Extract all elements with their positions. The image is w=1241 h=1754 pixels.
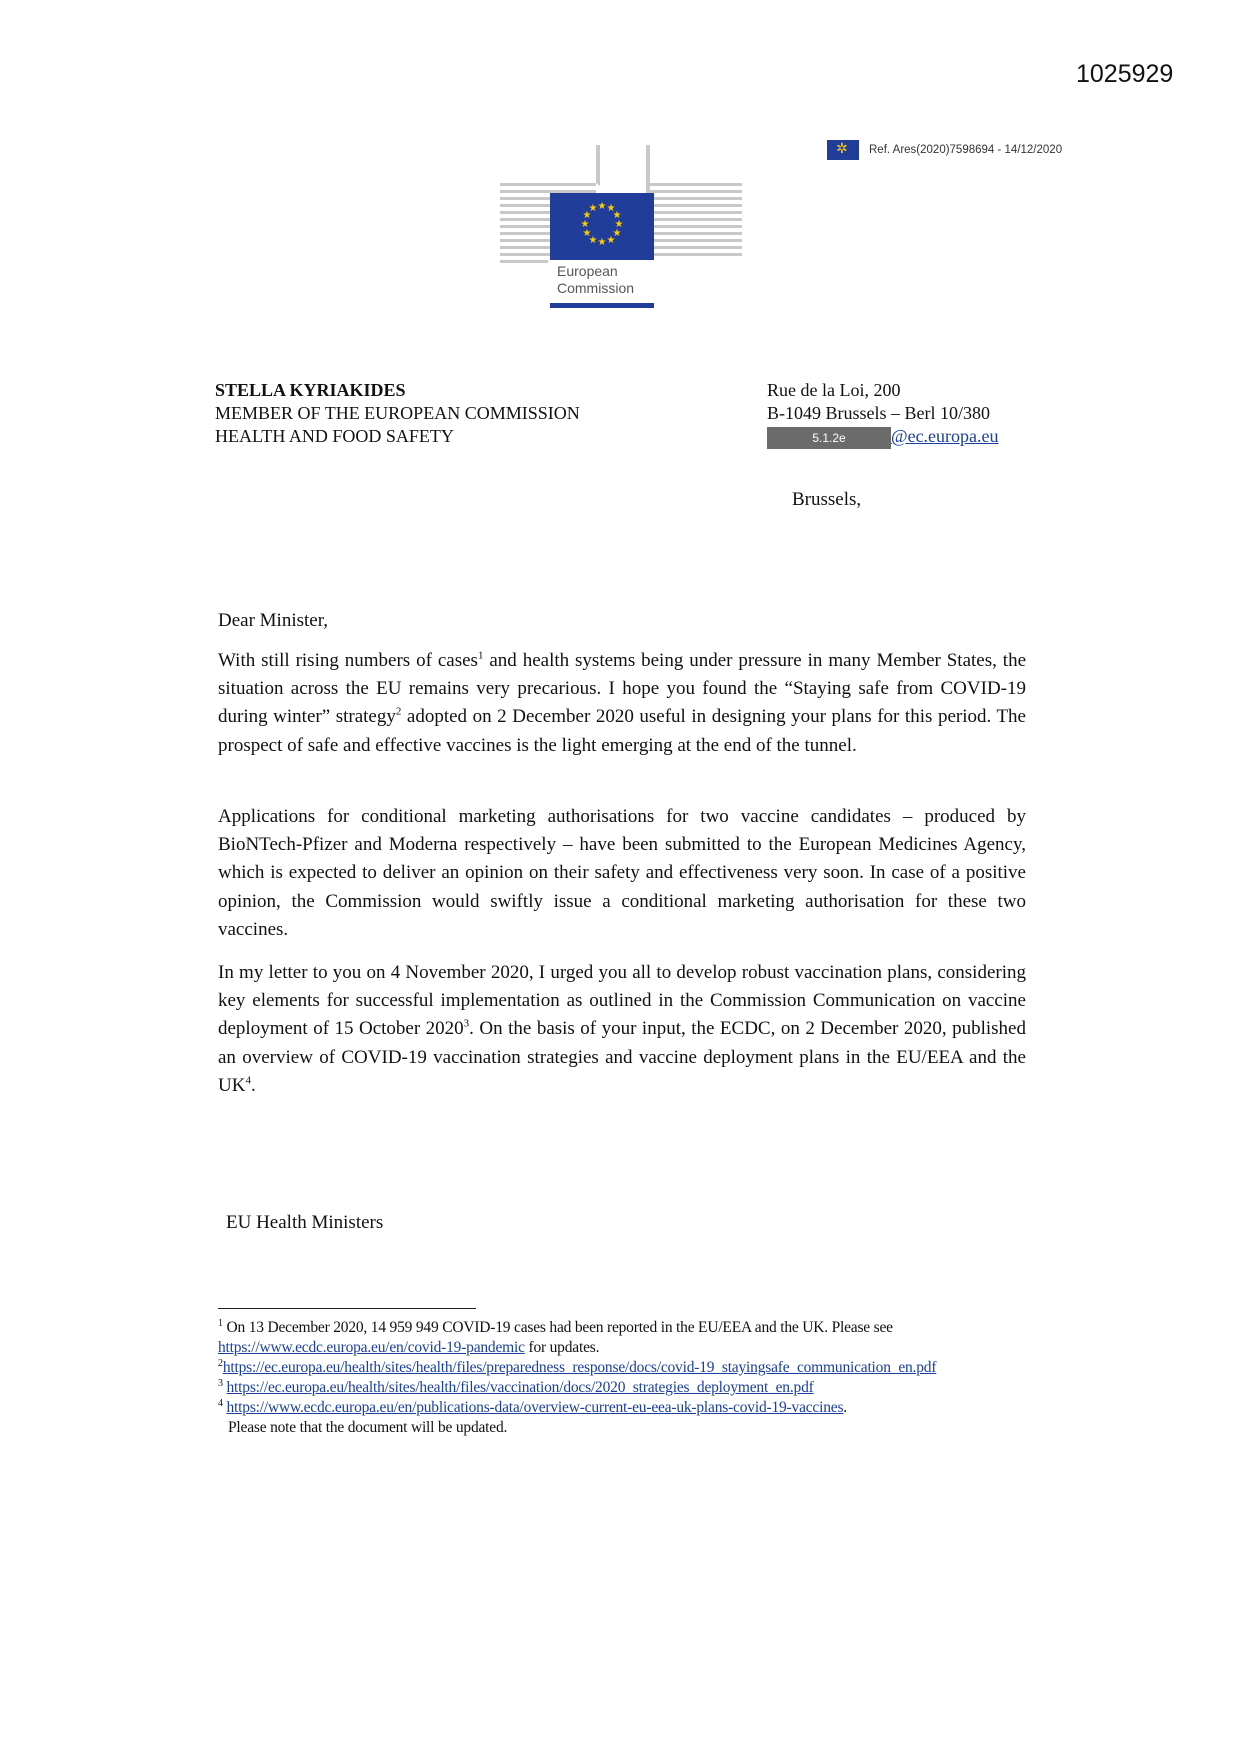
footnote-2-number: 2 <box>218 1357 223 1369</box>
reference-stamp <box>827 140 1062 160</box>
logo-wordmark <box>557 263 634 297</box>
paragraph-1-part-a: With still rising numbers of cases <box>218 650 478 671</box>
footnote-ref-2[interactable]: 2 <box>395 706 402 719</box>
city-date: Brussels, <box>792 489 862 510</box>
logo-line-2: Commission <box>557 280 635 296</box>
sender-name: STELLA KYRIAKIDES <box>215 380 406 400</box>
paragraph-1-part-b: and health systems being under pressure in many Member States, the situation across the EU remains very precarious. I hope you found the “Staying safe from COVID-19 during winter” strategy <box>218 650 1026 728</box>
svg-text:★: ★ <box>588 235 598 246</box>
logo-underline <box>550 303 654 308</box>
footnote-1 <box>218 1318 1038 1358</box>
reference-text: Ref. Ares(2020)7598694 - 14/12/2020 <box>869 144 1063 156</box>
paragraph-3-part-a: In my letter to you on 4 November 2020, I urged you all to develop robust vaccination plans, considering key elements for successful implementation as outlined in the Commission Communication on vaccine deployment of 15 October 2020 <box>218 962 1026 1040</box>
sender-portfolio: HEALTH AND FOOD SAFETY <box>215 426 454 446</box>
svg-text:★: ★ <box>597 201 607 212</box>
paragraph-3-part-c: . <box>250 1074 256 1096</box>
paragraph-2: Applications for conditional marketing authorisations for two vaccine candidates – produced by BioNTech-Pfizer and Moderna respectively – have been submitted to the European Medicines Agency, which is expected to deliver an opinion on their safety and effectiveness very soon. In case of a positive opinion, the Commission would swiftly issue a conditional marketing authorisation for these two vaccines. <box>218 806 1026 940</box>
svg-text:★: ★ <box>614 219 624 230</box>
svg-text:★: ★ <box>612 210 622 221</box>
logo-line-1: European <box>557 263 618 279</box>
footnote-4-number: 4 <box>218 1397 223 1409</box>
svg-text:★: ★ <box>582 210 592 221</box>
footnote-4-link[interactable]: https://www.ecdc.europa.eu/en/publications-data/overview-current-eu-eea-uk-plans-covid-19-vaccines <box>226 1399 844 1416</box>
footnote-4-note: Please note that the document will be updated. <box>228 1419 508 1436</box>
footnote-2-link[interactable]: https://ec.europa.eu/health/sites/health/files/preparedness_response/docs/covid-19_stayingsafe_communication_en.pdf <box>222 1359 937 1376</box>
footnote-3 <box>218 1378 1038 1398</box>
svg-text:★: ★ <box>582 228 592 239</box>
address-email[interactable] <box>767 425 999 449</box>
address-block <box>767 379 999 449</box>
svg-text:★: ★ <box>588 203 598 214</box>
address-city: B-1049 Brussels – Berl 10/380 <box>767 403 990 423</box>
footnote-1-text: On 13 December 2020, 14 959 949 COVID-19 cases had been reported in the EU/EEA and the UK. Please see <box>222 1319 893 1336</box>
sender-block <box>215 379 580 448</box>
sender-role: MEMBER OF THE EUROPEAN COMMISSION <box>215 403 580 423</box>
svg-text:★: ★ <box>606 203 616 214</box>
paragraph-3 <box>218 959 1026 1100</box>
footnote-ref-1[interactable]: 1 <box>477 649 484 662</box>
footnote-1-tail: for updates. <box>524 1339 600 1356</box>
address-street: Rue de la Loi, 200 <box>767 380 901 400</box>
svg-text:★: ★ <box>580 219 590 230</box>
document-number: 1025929 <box>1076 60 1174 88</box>
footnote-1-link[interactable]: https://www.ecdc.europa.eu/en/covid-19-pandemic <box>218 1339 525 1356</box>
footnote-3-link[interactable]: https://ec.europa.eu/health/sites/health/files/vaccination/docs/2020_strategies_deployment_en.pdf <box>226 1379 814 1396</box>
salutation: Dear Minister, <box>218 610 329 631</box>
svg-text:★: ★ <box>606 235 616 246</box>
footnote-4 <box>218 1398 1038 1418</box>
paragraph-1-part-c: adopted on 2 December 2020 useful in designing your plans for this period. The prospect of safe and effective vaccines is the light emerging at the end of the tunnel. <box>218 706 1026 756</box>
footnote-ref-4[interactable]: 4 <box>245 1074 251 1087</box>
footnote-3-number: 3 <box>218 1377 223 1389</box>
paragraph-1 <box>218 647 1026 760</box>
paragraph-3-part-b: . On the basis of your input, the ECDC, on 2 December 2020, published an overview of COVID-19 vaccination strategies and vaccine deployment plans in the EU/EEA and the UK <box>218 1018 1026 1096</box>
svg-text:★: ★ <box>597 237 607 248</box>
email-domain-link[interactable]: @ec.europa.eu <box>891 426 999 446</box>
footnote-2 <box>218 1358 1038 1378</box>
footnote-separator <box>218 1308 476 1309</box>
footnote-1-number: 1 <box>218 1317 223 1329</box>
redaction-box: 5.1.2e <box>767 427 891 449</box>
svg-text:★: ★ <box>612 228 622 239</box>
footnotes <box>218 1318 1038 1438</box>
footnote-ref-3[interactable]: 3 <box>463 1018 470 1031</box>
footnote-4-tail: . <box>843 1399 847 1416</box>
eu-flag-icon <box>827 140 859 160</box>
recipient: EU Health Ministers <box>226 1212 384 1233</box>
